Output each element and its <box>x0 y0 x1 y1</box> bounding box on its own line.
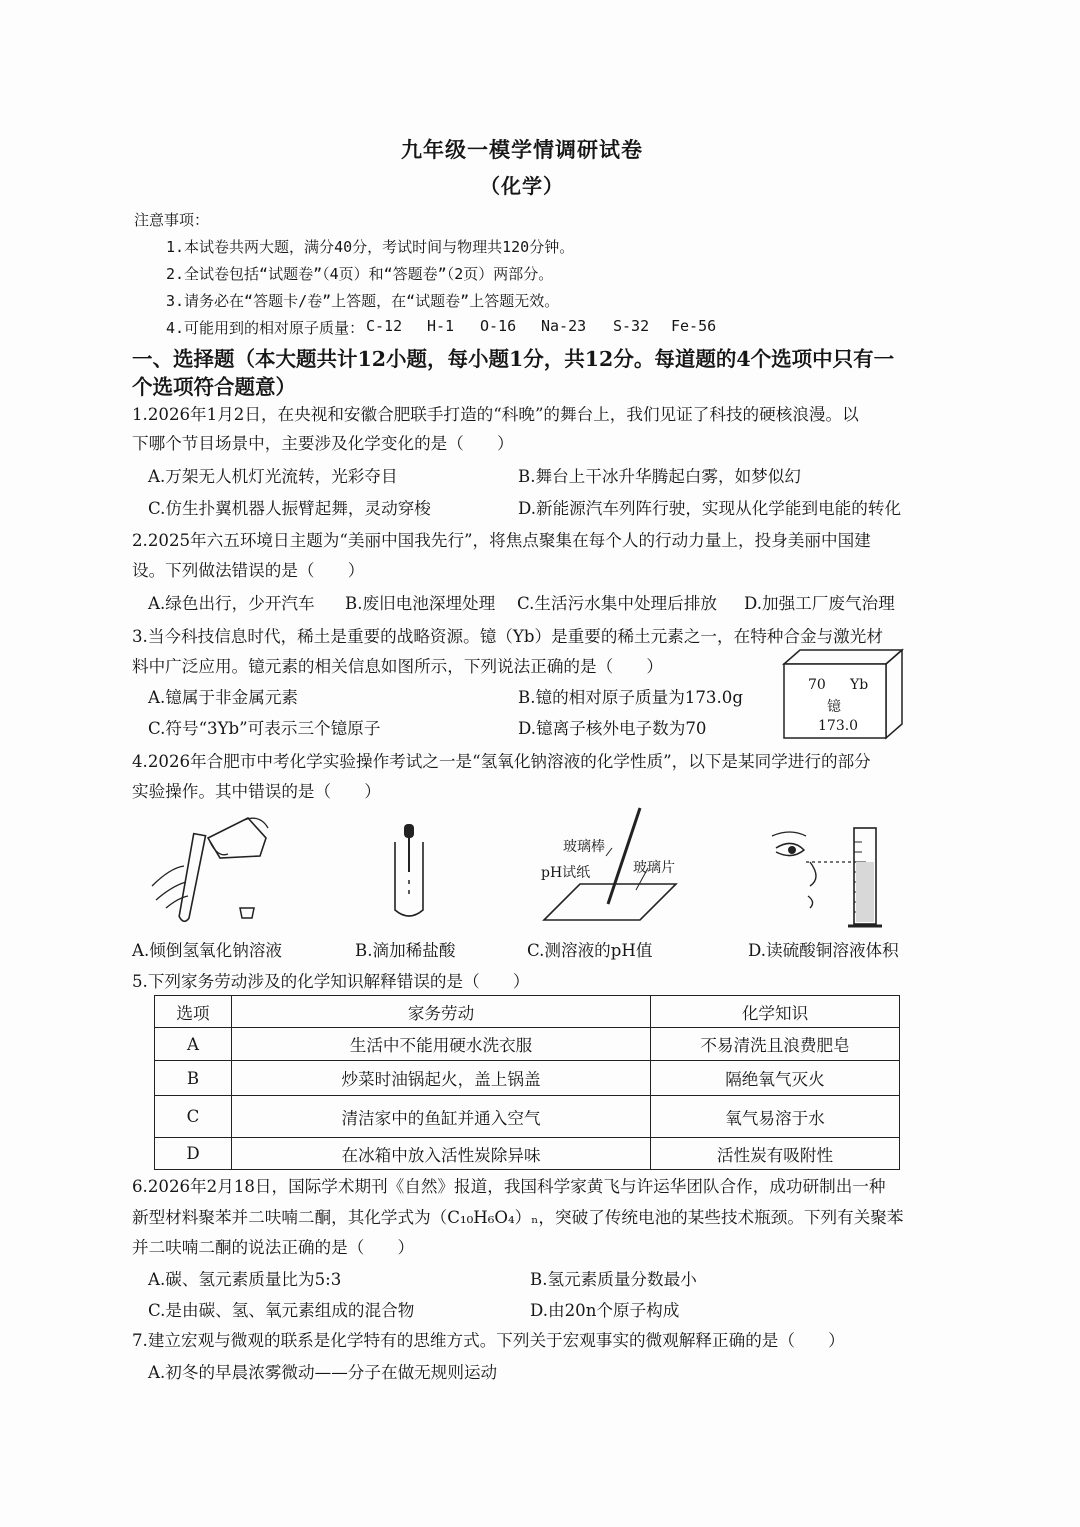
q2-option-b: B.废旧电池深埋处理 <box>345 594 496 613</box>
question-3-stem-cont: 料中广泛应用。镱元素的相关信息如图所示，下列说法正确的是（ ） <box>132 657 663 676</box>
table-header: 家务劳动 <box>232 996 651 1028</box>
table-header: 化学知识 <box>651 996 900 1028</box>
label-glass-slide: 玻璃片 <box>633 860 675 876</box>
question-3-stem: 3.当今科技信息时代，稀土是重要的战略资源。镱（Yb）是重要的稀土元素之一，在特种合金与激光材 <box>132 627 883 646</box>
page-subtitle: （化学） <box>480 174 564 198</box>
atomic-mass: H-1 <box>427 317 455 335</box>
figure-read-cylinder <box>770 822 890 930</box>
q3-option-c: C.符号“3Yb”可表示三个镱原子 <box>148 719 381 738</box>
question-2-stem-cont: 设。下列做法错误的是（ ） <box>132 561 365 580</box>
q6-option-a: A.碳、氢元素质量比为5:3 <box>148 1270 342 1289</box>
table-cell: 隔绝氧气灭火 <box>651 1061 900 1096</box>
q1-option-a: A.万架无人机灯光流转，光彩夺目 <box>148 467 398 486</box>
element-mass: 173.0 <box>818 718 859 734</box>
q2-option-a: A.绿色出行，少开汽车 <box>148 594 315 613</box>
table-cell: A <box>155 1028 232 1061</box>
q1-option-c: C.仿生扑翼机器人振臂起舞，灵动穿梭 <box>148 499 431 518</box>
figure-pouring-solution <box>148 808 278 928</box>
question-1-stem: 1.2026年1月2日，在央视和安徽合肥联手打造的“科晚”的舞台上，我们见证了科技的硬核浪漫。以 <box>132 405 859 424</box>
note-item: 4.可能用到的相对原子质量： <box>166 319 365 337</box>
note-item: 2.全试卷包括“试题卷”（4页）和“答题卷”（2页）两部分。 <box>166 265 554 283</box>
section-heading: 一、选择题（本大题共计12小题，每小题1分，共12分。每道题的4个选项中只有一 <box>132 347 895 371</box>
q1-option-d: D.新能源汽车列阵行驶，实现从化学能到电能的转化 <box>518 499 902 518</box>
question-2-stem: 2.2025年六五环境日主题为“美丽中国我先行”，将焦点聚集在每个人的行动力量上，投身美丽中国建 <box>132 531 871 550</box>
q4-option-d: D.读硫酸铜溶液体积 <box>748 941 899 960</box>
q1-option-b: B.舞台上干冰升华腾起白雾，如梦似幻 <box>518 467 801 486</box>
table-cell: 活性炭有吸附性 <box>651 1138 900 1170</box>
table-row <box>155 1028 900 1061</box>
atomic-mass: S-32 <box>613 317 650 335</box>
q4-option-a: A.倾倒氢氧化钠溶液 <box>132 941 283 960</box>
question-7-stem: 7.建立宏观与微观的联系是化学特有的思维方式。下列关于宏观事实的微观解释正确的是（ ） <box>132 1331 845 1350</box>
q4-option-c: C.测溶液的pH值 <box>527 941 653 960</box>
table-header-row <box>155 996 900 1028</box>
question-6-stem-cont: 新型材料聚苯并二呋喃二酮，其化学式为（C₁₀H₆O₄）ₙ，突破了传统电池的某些技术瓶颈。下列有关聚苯 <box>132 1208 904 1227</box>
atomic-mass: Na-23 <box>541 317 587 335</box>
q2-option-c: C.生活污水集中处理后排放 <box>517 594 717 613</box>
atomic-mass: Fe-56 <box>671 317 717 335</box>
element-card-ytterbium <box>782 648 904 740</box>
table-row <box>155 1061 900 1096</box>
element-name: 镱 <box>827 699 841 715</box>
table-cell: 生活中不能用硬水洗衣服 <box>232 1028 651 1061</box>
table-cell: 在冰箱中放入活性炭除异味 <box>232 1138 651 1170</box>
table-cell: C <box>155 1096 232 1138</box>
q3-option-a: A.镱属于非金属元素 <box>148 688 299 707</box>
label-glass-rod: 玻璃棒 <box>563 839 605 855</box>
table-cell: 炒菜时油锅起火，盖上锅盖 <box>232 1061 651 1096</box>
table-cell: 清洁家中的鱼缸并通入空气 <box>232 1096 651 1138</box>
atomic-mass: C-12 <box>366 317 403 335</box>
table-cell: D <box>155 1138 232 1170</box>
note-item: 3.请务必在“答题卡/卷”上答题，在“试题卷”上答题无效。 <box>166 292 560 310</box>
atomic-mass: O-16 <box>480 317 517 335</box>
figure-dropping-acid <box>385 822 435 922</box>
table-header: 选项 <box>155 996 232 1028</box>
question-1-stem-cont: 下哪个节目场景中，主要涉及化学变化的是（ ） <box>132 434 514 453</box>
section-heading-cont: 个选项符合题意） <box>132 375 296 399</box>
question-6-stem: 6.2026年2月18日，国际学术期刊《自然》报道，我国科学家黄飞与许运华团队合作，成功研制出一种 <box>132 1177 886 1196</box>
question-4-stem-cont: 实验操作。其中错误的是（ ） <box>132 782 381 801</box>
table-cell: 氧气易溶于水 <box>651 1096 900 1138</box>
q6-option-b: B.氢元素质量分数最小 <box>530 1270 697 1289</box>
table-cell: B <box>155 1061 232 1096</box>
question-5-stem: 5.下列家务劳动涉及的化学知识解释错误的是（ ） <box>132 972 530 991</box>
page-title: 九年级一模学情调研试卷 <box>401 137 643 162</box>
table-row <box>155 1138 900 1170</box>
question-6-stem-cont2: 并二呋喃二酮的说法正确的是（ ） <box>132 1238 415 1257</box>
label-ph-paper: pH试纸 <box>541 865 591 881</box>
q5-table <box>154 995 900 1170</box>
q6-option-d: D.由20n个原子构成 <box>530 1301 680 1320</box>
element-symbol: Yb <box>850 677 869 693</box>
q7-option-a: A.初冬的早晨浓雾微动——分子在做无规则运动 <box>148 1363 498 1382</box>
note-item: 1.本试卷共两大题，满分40分，考试时间与物理共120分钟。 <box>166 238 575 256</box>
q4-option-b: B.滴加稀盐酸 <box>355 941 456 960</box>
element-number: 70 <box>808 677 826 693</box>
notes-heading: 注意事项： <box>134 211 210 229</box>
q3-option-b: B.镱的相对原子质量为173.0g <box>518 688 743 707</box>
table-cell: 不易清洗且浪费肥皂 <box>651 1028 900 1061</box>
q6-option-c: C.是由碳、氢、氧元素组成的混合物 <box>148 1301 415 1320</box>
table-row <box>155 1096 900 1138</box>
question-4-stem: 4.2026年合肥市中考化学实验操作考试之一是“氢氧化钠溶液的化学性质”，以下是某同学进行的部分 <box>132 752 871 771</box>
q2-option-d: D.加强工厂废气治理 <box>744 594 895 613</box>
q3-option-d: D.镱离子核外电子数为70 <box>518 719 707 738</box>
